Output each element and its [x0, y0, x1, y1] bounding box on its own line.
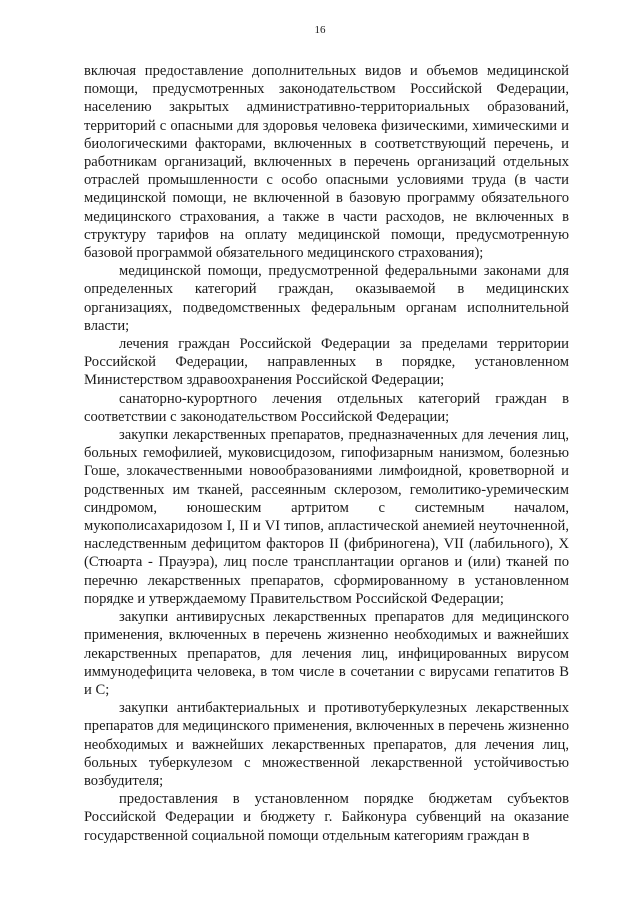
- paragraph-federal-laws: медицинской помощи, предусмотренной федеральными законами для определенных категорий граждан, оказываемой в медицинских организациях, подведомственных федеральным органам исполнительной власти;: [84, 263, 569, 334]
- paragraph-subventions: предоставления в установленном порядке бюджетам субъектов Российской Федерации и бюджету г. Байконура субвенций на оказание государственной социальной помощи отдельным категориям граждан в: [84, 791, 569, 844]
- paragraph-continuation: включая предоставление дополнительных видов и объемов медицинской помощи, предусмотренных законодательством Российской Федерации, населению закрытых административно-территориальных образований, территорий с опасными для здоровья человека физическими, химическими и биологическими факторами, включенных в соответствующий перечень, и работникам организаций, включенных в перечень организаций отдельных отраслей промышленности с особо опасными условиями труда (в части медицинской помощи, не включенной в базовую программу обязательного медицинского страхования, а также в части расходов, не включенных в структуру тарифов на оплату медицинской помощи, предусмотренную базовой программой обязательного медицинского страхования);: [84, 63, 569, 262]
- paragraph-sanatorium: санаторно-курортного лечения отдельных категорий граждан в соответствии с законодательством Российской Федерации;: [84, 390, 569, 425]
- document-body: [84, 62, 569, 845]
- paragraph-antibacterial: закупки антибактериальных и противотуберкулезных лекарственных препаратов для медицинского применения, включенных в перечень жизненно необходимых и важнейших лекарственных препаратов, для лечения лиц, больных туберкулезом с множественной лекарственной устойчивостью возбудителя;: [84, 700, 569, 789]
- paragraph-antiviral: закупки антивирусных лекарственных препаратов для медицинского применения, включенных в перечень жизненно необходимых и важнейших лекарственных препаратов, для лечения лиц, инфицированных вирусом иммунодефицита человека, в том числе в сочетании с вирусами гепатитов В и С;: [84, 609, 569, 698]
- page-number: 16: [314, 24, 326, 36]
- paragraph-drug-purchases: закупки лекарственных препаратов, предназначенных для лечения лиц, больных гемофилией, муковисцидозом, гипофизарным нанизмом, болезнью Гоше, злокачественными новообразованиями лимфоидной, кроветворной и родственных им тканей, рассеянным склерозом, гемолитико-уремическим синдромом, юношеским артритом с системным началом, мукополисахаридозом I, II и VI типов, апластической анемией неуточненной, наследственным дефицитом факторов II (фибриногена), VII (лабильного), X (Стюарта - Прауэра), лиц после трансплантации органов и (или) тканей по перечню лекарственных препаратов, сформированному в установленном порядке и утверждаемому Правительством Российской Федерации;: [84, 427, 569, 607]
- paragraph-treatment-abroad: лечения граждан Российской Федерации за пределами территории Российской Федерации, направленных в порядке, установленном Министерством здравоохранения Российской Федерации;: [84, 336, 569, 389]
